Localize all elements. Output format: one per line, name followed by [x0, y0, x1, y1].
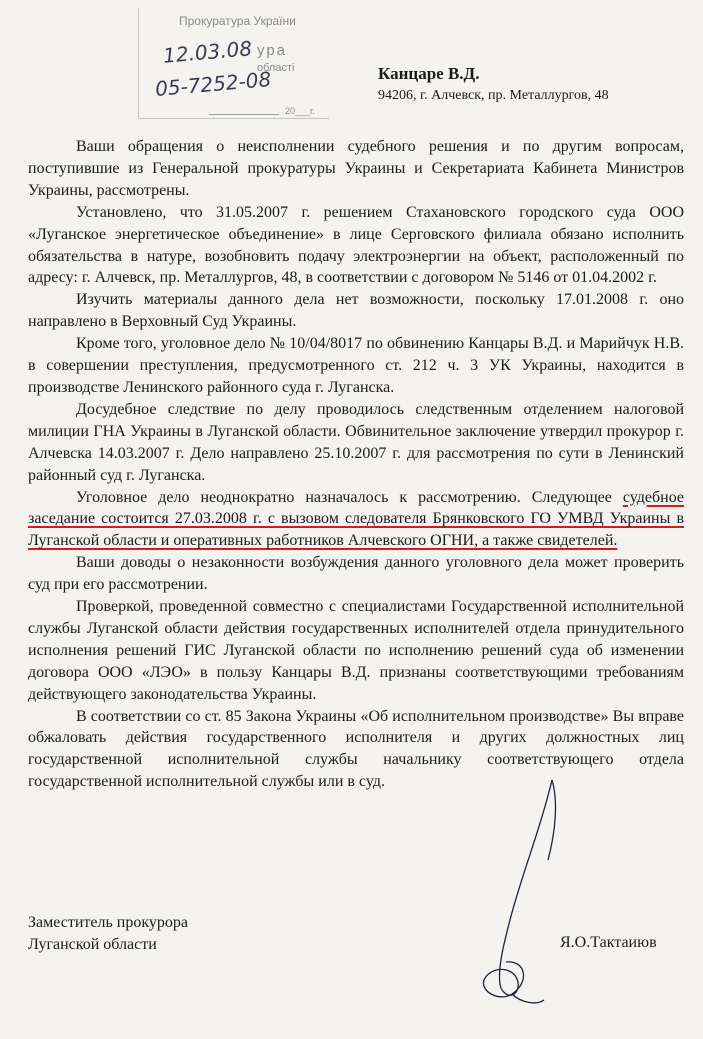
paragraph-6 — [28, 487, 684, 553]
signatory-role-line2: Луганской области — [28, 936, 157, 953]
addressee-name: Канцаре В.Д. — [378, 64, 480, 83]
paragraph-8: Проверкой, проведенной совместно с специалистами Государственной исполнительной службы Луганской области действия государственных исполнителей отдела принудительного исполнения решений ГИС Луганской области по исполнению решений суда об изменении договора ООО «ЛЭО» в пользу Канцары В.Д. признаны соответствующими требованиям действующего законодательства Украины. — [28, 598, 684, 703]
paragraph-1: Ваши обращения о неисполнении судебного решения и по другим вопросам, поступившие из Генеральной прокуратуры Украины и Секретариата Кабинета Министров Украины, рассмотрены. — [28, 138, 684, 199]
signatory-role — [28, 912, 188, 956]
signatory-role-line1: Заместитель прокурора — [28, 914, 188, 931]
paragraph-9: В соответствии со ст. 85 Закона Украины «Об исполнительном производстве» Вы вправе обжаловать действия государственного исполнителя и других должностных лиц государственной исполнительной службы начальнику соответствующего отдела государственной исполнительной службы или в суд. — [28, 707, 684, 791]
paragraph-7: Ваши доводы о незаконности возбуждения данного уголовного дела может проверить суд при его рассмотрении. — [28, 554, 684, 594]
stamp-org-line3: області — [257, 62, 295, 74]
stamp-handwritten-number: 05-7252-08 — [154, 66, 273, 102]
handwritten-signature — [440, 770, 590, 1010]
paragraph-4: Кроме того, уголовное дело № 10/04/8017 по обвинению Канцары В.Д. и Марийчук Н.В. в совершении преступления, предусмотренного ст. 212 ч. 3 УК Украины, находится в производстве Ленинского районного суда г. Луганска. — [28, 335, 684, 396]
paragraph-3: Изучить материалы данного дела нет возможности, поскольку 17.01.2008 г. оно направлено в Верховный Суд Украины. — [28, 291, 684, 331]
paragraph-5: Досудебное следствие по делу проводилось следственным отделением налоговой милиции ГНА Украины в Луганской области. Обвинительное заключение утвердил прокурор г. Алчевска 14.03.2007 г. Дело направлено 25.10.2007 г. для рассмотрения по сути в Ленинский районный суд г. Луганска. — [28, 400, 684, 484]
stamp-handwritten-date: 12.03.08 — [162, 36, 253, 68]
letter-body — [28, 136, 684, 793]
registration-stamp — [138, 8, 329, 119]
stamp-org-line2: ура — [257, 42, 288, 59]
paragraph-6-plain: Уголовное дело неоднократно назначалось к рассмотрению. Следующее — [76, 488, 623, 506]
addressee-block — [378, 64, 609, 104]
highlighted-hearing-sentence: судебное заседание состоится 27.03.2008 г. с вызовом следователя Брянковского ГО УМВД Украины в Луганской области и оперативных работников Алчевского ОГНИ, а также свидетелей. — [28, 488, 684, 550]
paragraph-2: Установлено, что 31.05.2007 г. решением Стахановского городского суда ООО «Луганское энергетическое объединение» в лице Серговского филиала обязано исполнить обязательства в натуре, возобновить подачу электроэнергии на объект, расположенный по адресу: г. Алчевск, пр. Металлургов, 48, в соответствии с договором № 5146 от 01.04.2002 г. — [28, 203, 684, 287]
signatory-name: Я.О.Тактаиюв — [560, 934, 657, 951]
stamp-underline — [209, 114, 279, 115]
stamp-date-line: 20___г. — [285, 106, 315, 116]
addressee-address: 94206, г. Алчевск, пр. Металлургов, 48 — [378, 88, 609, 103]
stamp-org-line1: Прокуратура України — [179, 14, 296, 28]
